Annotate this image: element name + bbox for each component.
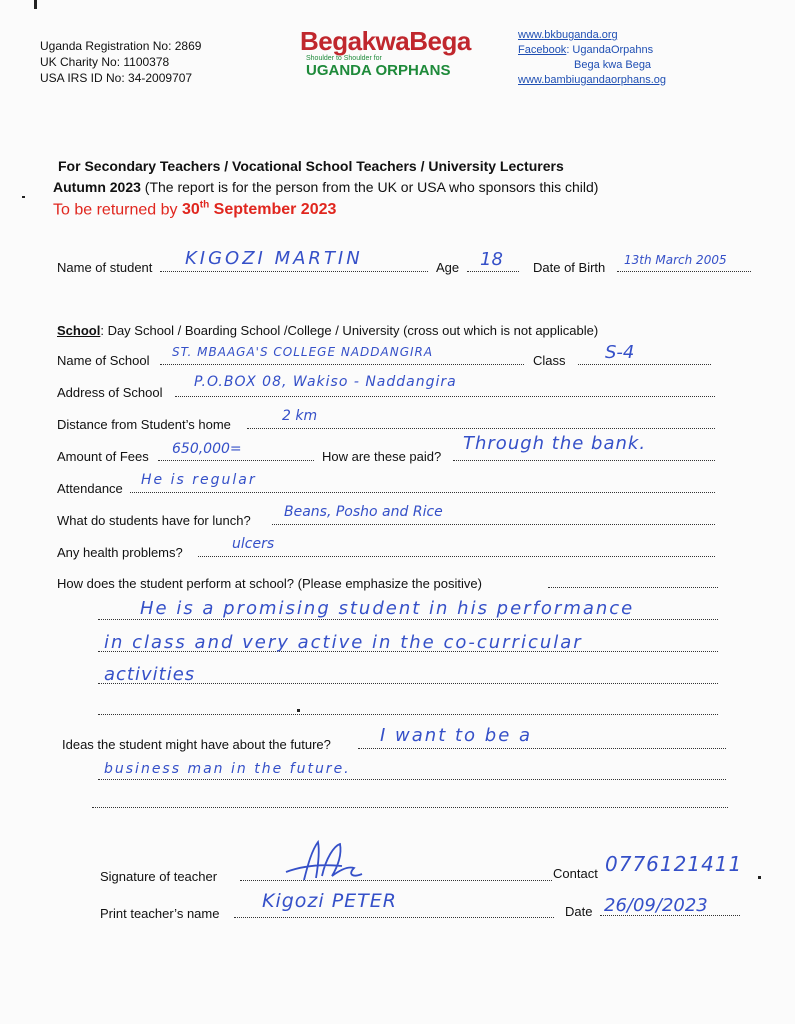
form-term-line (53, 179, 598, 195)
contact-links (518, 28, 666, 88)
payment-label: How are these paid? (322, 449, 442, 464)
logo-orphans: UGANDA ORPHANS (306, 62, 451, 79)
future-value-line2: business man in the future. (104, 761, 351, 777)
school-name-line (160, 364, 524, 365)
student-name-value: KIGOZI MARTIN (185, 248, 363, 269)
date-value: 26/09/2023 (604, 895, 708, 916)
distance-label: Distance from Student’s home (57, 417, 231, 432)
performance-value-line2: in class and very active in the co-curricular (104, 632, 583, 653)
school-heading: School (57, 323, 101, 338)
print-name-label: Print teacher’s name (100, 906, 220, 921)
registration-line: Uganda Registration No: 2869 (40, 39, 202, 53)
class-label: Class (533, 353, 566, 368)
payment-value: Through the bank. (463, 433, 647, 454)
facebook-link[interactable]: Facebook (518, 44, 567, 56)
logo-brand: BegakwaBega (300, 26, 471, 56)
print-name-line (234, 917, 554, 918)
print-name-value: Kigozi PETER (262, 890, 397, 912)
return-prefix: To be returned by (53, 201, 182, 219)
class-line (578, 364, 711, 365)
health-line (198, 556, 715, 557)
attendance-line (130, 492, 715, 493)
return-day-suffix: th (199, 200, 210, 211)
scan-mark (34, 0, 37, 9)
scan-mark (22, 196, 25, 198)
return-deadline (53, 200, 336, 219)
facebook-page: : UgandaOrpahns (566, 44, 654, 56)
performance-line (548, 587, 718, 588)
registration-line: UK Charity No: 1100378 (40, 55, 170, 69)
performance-value-line1: He is a promising student in his performance (140, 598, 635, 619)
future-value-line1: I want to be a (380, 725, 533, 746)
age-line (467, 271, 519, 272)
attendance-value: He is regular (141, 472, 257, 488)
logo (300, 26, 471, 79)
contact-label: Contact (553, 866, 598, 881)
signature-label: Signature of teacher (100, 869, 218, 884)
school-name-value: ST. MBAAGA'S COLLEGE NADDANGIRA (172, 345, 434, 359)
distance-value: 2 km (282, 408, 318, 424)
lunch-label: What do students have for lunch? (57, 513, 251, 528)
term-note: (The report is for the person from the UK or USA who sponsors this child) (140, 179, 599, 195)
facebook-line (518, 43, 666, 58)
logo-tagline: Shoulder to Shoulder for (306, 55, 382, 62)
return-day: 30 (181, 201, 200, 219)
scan-mark (758, 876, 761, 879)
registration-line: USA IRS ID No: 34-2009707 (40, 71, 193, 85)
address-line (175, 396, 715, 397)
ink-speck (297, 709, 300, 712)
school-name-label: Name of School (57, 353, 150, 368)
health-label: Any health problems? (57, 545, 183, 560)
future-label: Ideas the student might have about the future? (62, 737, 331, 752)
registration-info (40, 38, 201, 86)
dob-line (617, 271, 751, 272)
class-value: S-4 (605, 342, 635, 363)
student-name-label: Name of student (57, 260, 153, 275)
return-month-year: September 2023 (209, 201, 337, 219)
health-value: ulcers (232, 536, 275, 552)
contact-value: 0776121411 (605, 852, 743, 876)
website-link[interactable]: www.bkbuganda.org (518, 29, 618, 41)
form-audience-title: For Secondary Teachers / Vocational School Teachers / University Lecturers (58, 158, 564, 174)
date-label: Date (565, 904, 593, 919)
performance-label: How does the student perform at school? (Please emphasize the positive) (57, 576, 482, 591)
fees-line (158, 460, 314, 461)
fees-label: Amount of Fees (57, 449, 149, 464)
performance-value-line3: activities (104, 664, 196, 685)
lunch-line (272, 524, 715, 525)
teacher-signature-mark (282, 836, 374, 886)
school-types: : Day School / Boarding School /College / University (cross out which is not applicable) (100, 323, 599, 338)
dob-label: Date of Birth (533, 260, 606, 275)
term-label: Autumn 2023 (53, 179, 141, 195)
performance-line (98, 619, 718, 620)
address-label: Address of School (57, 385, 163, 400)
future-line (92, 807, 728, 808)
age-value: 18 (480, 249, 503, 270)
website2-link[interactable]: www.bambiugandaorphans.og (518, 74, 666, 86)
distance-line (247, 428, 715, 429)
performance-line (98, 714, 718, 715)
dob-value: 13th March 2005 (624, 253, 727, 267)
student-name-line (160, 271, 428, 272)
future-line (358, 748, 726, 749)
payment-line (453, 460, 715, 461)
future-line (98, 779, 726, 780)
facebook-name: Bega kwa Bega (574, 59, 652, 71)
attendance-label: Attendance (57, 481, 123, 496)
fees-value: 650,000= (172, 441, 242, 457)
school-type-line (57, 323, 598, 338)
lunch-value: Beans, Posho and Rice (284, 504, 443, 520)
age-label: Age (436, 260, 460, 275)
address-value: P.O.BOX 08, Wakiso - Naddangira (194, 374, 457, 390)
